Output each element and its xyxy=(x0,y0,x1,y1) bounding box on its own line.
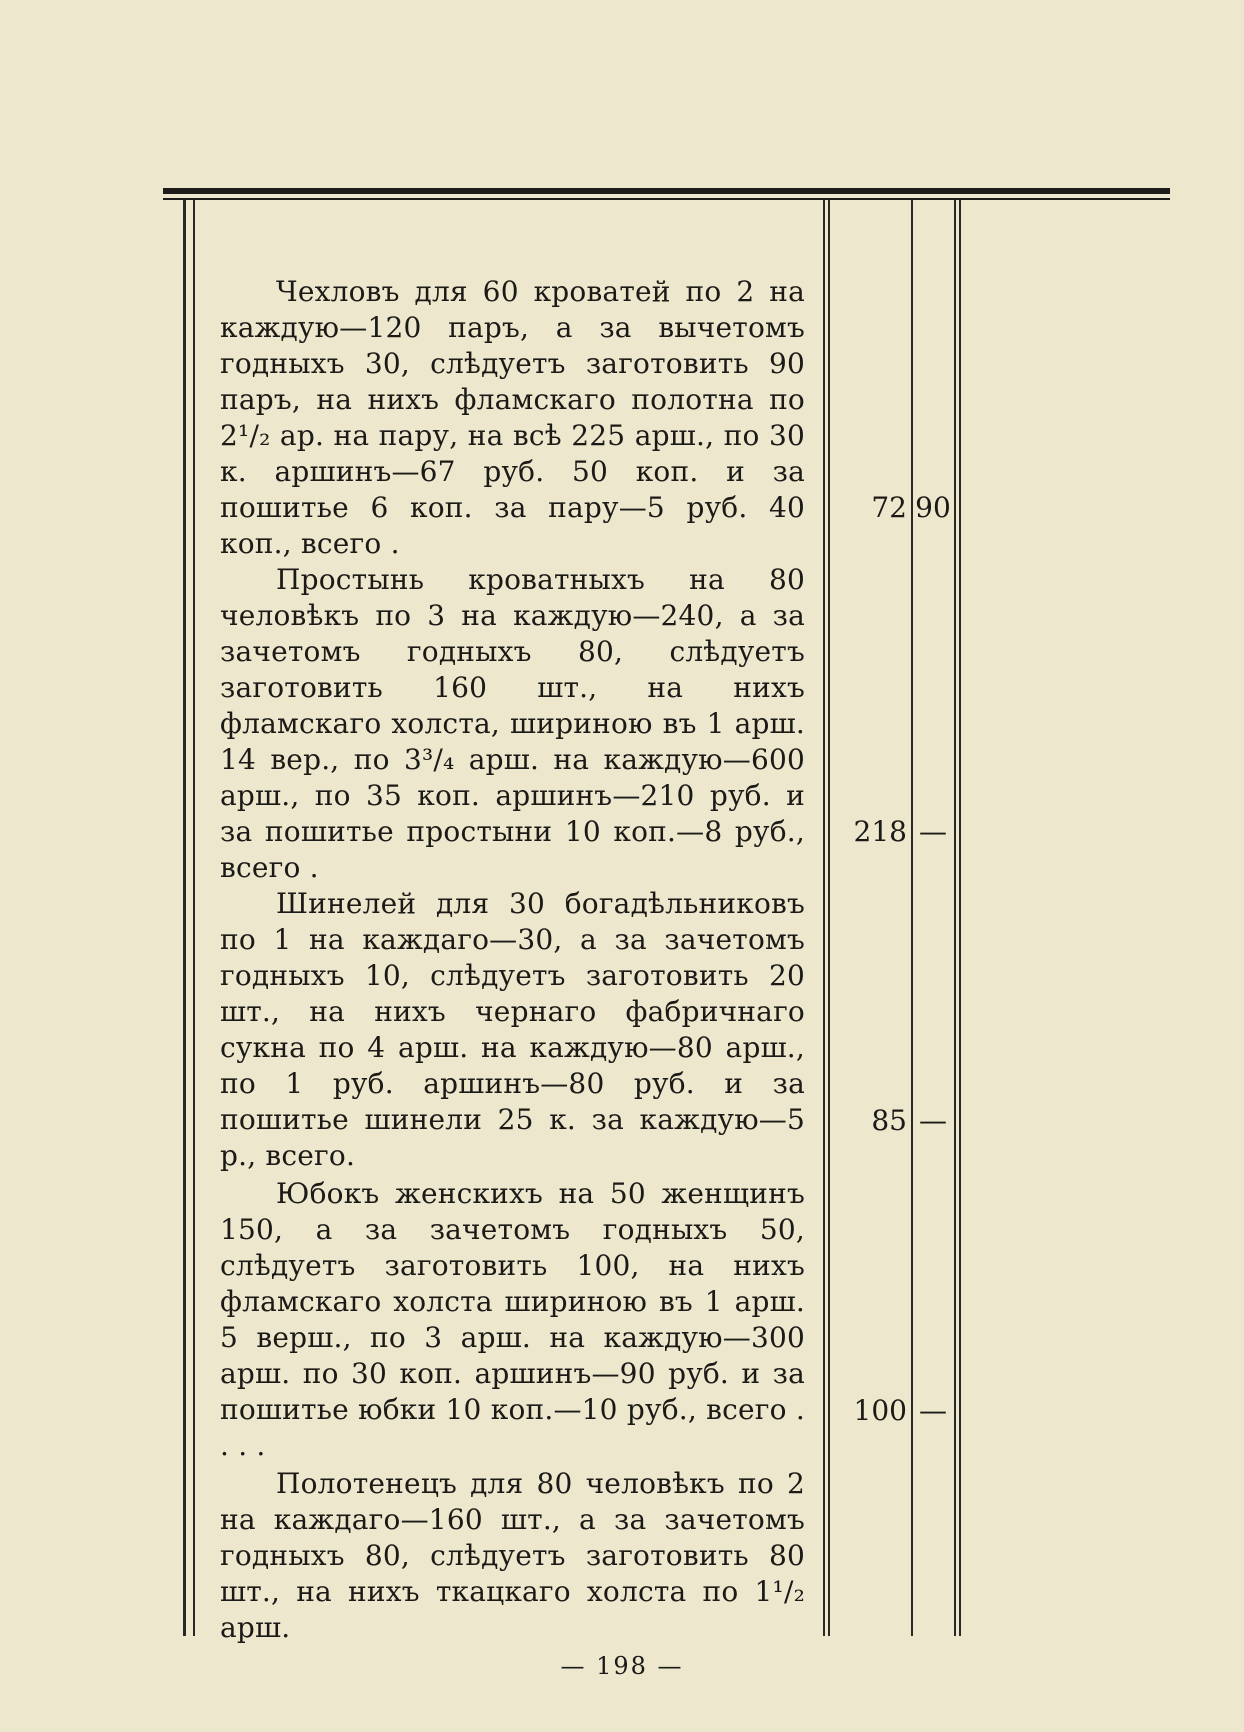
column-rule-left-inner xyxy=(193,200,195,1636)
column-rule-text-right xyxy=(823,200,825,1636)
top-rule-thin xyxy=(163,198,1170,200)
column-rule-kop-right-inner xyxy=(959,200,961,1636)
entry-text: Шинелей для 30 богадѣльниковъ по 1 на каждаго—30, а за зачетомъ годныхъ 10, слѣдуетъ заготовить 20 шт., на нихъ чернаго фабричнаго сукна по 4 арш. на каждую—80 арш., по 1 руб. аршинъ—80 руб. и за пошитье шинели 25 к. за каждую—5 р., всего. xyxy=(220,887,805,1172)
amount-rubles: 100 xyxy=(853,1394,907,1427)
column-rule-kop-right xyxy=(954,200,956,1636)
column-rule-rub-kop xyxy=(911,200,913,1636)
amount-kopecks: — xyxy=(919,1394,947,1427)
amount-kopecks: — xyxy=(919,1104,947,1137)
top-rule xyxy=(163,188,1170,194)
entry-text: Простынь кроватныхъ на 80 человѣкъ по 3 на каждую—240, а за зачетомъ годныхъ 80, слѣдуетъ заготовить 160 шт., на нихъ фламскаго холста, шириною въ 1 арш. 14 вер., по 3³/₄ арш. на каждую—600 арш., по 35 коп. аршинъ—210 руб. и за пошитье простыни 10 коп.—8 руб., всего . xyxy=(220,563,805,884)
amount-rubles: 218 xyxy=(853,815,907,848)
entry-text: Чехловъ для 60 кроватей по 2 на каждую—120 паръ, а за вычетомъ годныхъ 30, слѣдуетъ заготовить 90 паръ, на нихъ фламскаго полотна по 2¹/₂ ар. на пару, на всѣ 225 арш., по 30 к. аршинъ—67 руб. 50 коп. и за пошитье 6 коп. за пару—5 руб. 40 коп., всего . xyxy=(220,275,805,560)
entry-covers xyxy=(220,274,805,562)
column-rule-text-right-inner xyxy=(828,200,830,1636)
entry-skirts xyxy=(220,1176,805,1464)
entry-text: Полотенецъ для 80 человѣкъ по 2 на каждаго—160 шт., а за зачетомъ годныхъ 80, слѣдуетъ заготовить 80 шт., на нихъ ткацкаго холста по 1¹/₂ арш. xyxy=(220,1467,805,1644)
page-number: — 198 — xyxy=(560,1652,684,1680)
entry-towels xyxy=(220,1466,805,1646)
amount-kopecks: — xyxy=(919,815,947,848)
column-rule-left-outer xyxy=(183,200,186,1636)
amount-kopecks: 90 xyxy=(915,491,951,524)
entry-text: Юбокъ женскихъ на 50 женщинъ 150, а за зачетомъ годныхъ 50, слѣдуетъ заготовить 100, на нихъ фламскаго холста шириною въ 1 арш. 5 верш., по 3 арш. на каждую—300 арш. по 30 коп. аршинъ—90 руб. и за пошитье юбки 10 коп.—10 руб., всего . . . . xyxy=(220,1177,805,1462)
amount-rubles: 85 xyxy=(871,1104,907,1137)
entry-greatcoats xyxy=(220,886,805,1174)
amount-rubles: 72 xyxy=(871,491,907,524)
entry-sheets xyxy=(220,562,805,886)
